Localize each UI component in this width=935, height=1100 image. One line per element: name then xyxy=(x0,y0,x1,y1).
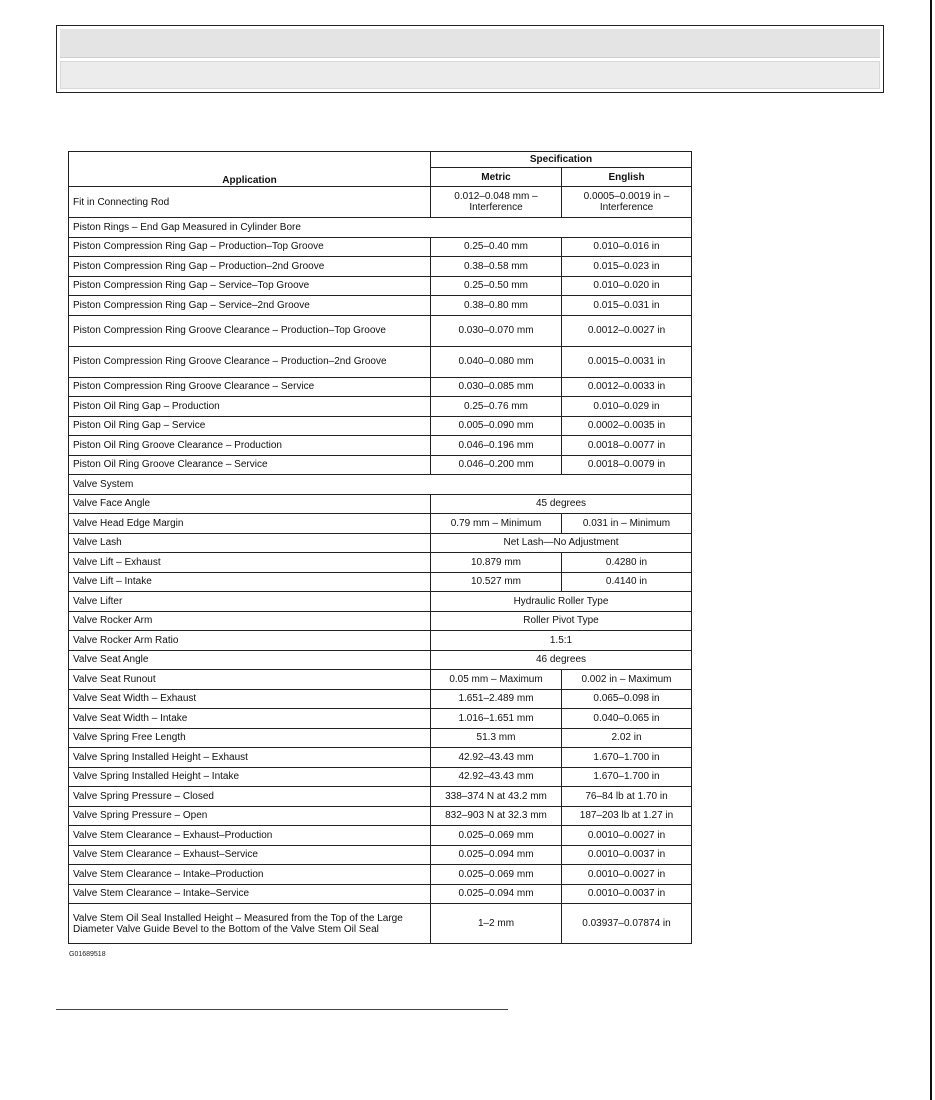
english-cell: 0.002 in – Maximum xyxy=(562,670,692,690)
metric-cell: 0.046–0.196 mm xyxy=(431,436,562,456)
metric-cell: 0.025–0.094 mm xyxy=(431,884,562,904)
english-cell: 0.4140 in xyxy=(562,572,692,592)
metric-cell: 0.046–0.200 mm xyxy=(431,455,562,475)
english-cell: 0.015–0.031 in xyxy=(562,296,692,316)
english-cell: 76–84 lb at 1.70 in xyxy=(562,787,692,807)
metric-cell: 1–2 mm xyxy=(431,904,562,944)
table-row xyxy=(69,884,692,904)
application-cell: Valve Rocker Arm Ratio xyxy=(69,631,431,651)
table-row xyxy=(69,514,692,534)
application-cell: Valve Stem Oil Seal Installed Height – Measured from the Top of the Large Diameter Valve Guide Bevel to the Bottom of the Valve Stem Oil Seal xyxy=(69,904,431,944)
english-cell: 0.03937–0.07874 in xyxy=(562,904,692,944)
section-heading: Piston Rings – End Gap Measured in Cylinder Bore xyxy=(69,218,692,238)
document-header xyxy=(56,25,884,93)
application-cell: Valve Spring Installed Height – Intake xyxy=(69,767,431,787)
english-cell: 0.015–0.023 in xyxy=(562,257,692,277)
english-cell: 0.0018–0.0079 in xyxy=(562,455,692,475)
application-cell: Valve Head Edge Margin xyxy=(69,514,431,534)
metric-cell: 1.651–2.489 mm xyxy=(431,689,562,709)
english-cell: 0.0005–0.0019 in – Interference xyxy=(562,187,692,218)
english-cell: 2.02 in xyxy=(562,728,692,748)
english-cell: 0.031 in – Minimum xyxy=(562,514,692,534)
table-row xyxy=(69,728,692,748)
application-cell: Valve Seat Width – Intake xyxy=(69,709,431,729)
specification-table xyxy=(68,151,692,944)
application-cell: Piston Oil Ring Groove Clearance – Service xyxy=(69,455,431,475)
english-cell: 0.065–0.098 in xyxy=(562,689,692,709)
application-cell: Piston Compression Ring Gap – Service–2nd Groove xyxy=(69,296,431,316)
english-cell: 187–203 lb at 1.27 in xyxy=(562,806,692,826)
application-cell: Valve Seat Width – Exhaust xyxy=(69,689,431,709)
metric-cell: 0.25–0.40 mm xyxy=(431,237,562,257)
english-cell: 0.010–0.016 in xyxy=(562,237,692,257)
specification-column-header: Specification xyxy=(431,152,692,168)
application-cell: Fit in Connecting Rod xyxy=(69,187,431,218)
application-cell: Valve Stem Clearance – Exhaust–Service xyxy=(69,845,431,865)
application-cell: Valve Stem Clearance – Intake–Service xyxy=(69,884,431,904)
metric-cell: 10.527 mm xyxy=(431,572,562,592)
table-row xyxy=(69,296,692,316)
metric-cell: 0.05 mm – Maximum xyxy=(431,670,562,690)
english-cell: 0.0010–0.0037 in xyxy=(562,884,692,904)
table-row xyxy=(69,346,692,377)
application-cell: Valve Lifter xyxy=(69,592,431,612)
section-heading: Valve System xyxy=(69,475,692,495)
application-cell: Valve Lift – Exhaust xyxy=(69,553,431,573)
table-row xyxy=(69,416,692,436)
application-cell: Piston Compression Ring Groove Clearance – Production–2nd Groove xyxy=(69,346,431,377)
metric-cell: 51.3 mm xyxy=(431,728,562,748)
table-row xyxy=(69,436,692,456)
application-cell: Valve Lash xyxy=(69,533,431,553)
english-column-header: English xyxy=(562,168,692,187)
table-section-row xyxy=(69,218,692,238)
application-cell: Piston Compression Ring Gap – Service–Top Groove xyxy=(69,276,431,296)
metric-cell: 0.25–0.76 mm xyxy=(431,397,562,417)
english-cell: 0.0002–0.0035 in xyxy=(562,416,692,436)
application-cell: Piston Compression Ring Gap – Production–2nd Groove xyxy=(69,257,431,277)
english-cell: 0.010–0.020 in xyxy=(562,276,692,296)
english-cell: 0.0010–0.0037 in xyxy=(562,845,692,865)
metric-cell: 0.005–0.090 mm xyxy=(431,416,562,436)
application-cell: Piston Compression Ring Groove Clearance – Service xyxy=(69,377,431,397)
table-row xyxy=(69,315,692,346)
metric-column-header: Metric xyxy=(431,168,562,187)
specification-cell: Net Lash—No Adjustment xyxy=(431,533,692,553)
header-subtitle-bar xyxy=(60,61,880,89)
table-row xyxy=(69,670,692,690)
footer-divider xyxy=(56,1009,508,1010)
metric-cell: 0.25–0.50 mm xyxy=(431,276,562,296)
application-cell: Valve Seat Angle xyxy=(69,650,431,670)
english-cell: 0.0010–0.0027 in xyxy=(562,826,692,846)
table-row xyxy=(69,767,692,787)
metric-cell: 0.38–0.80 mm xyxy=(431,296,562,316)
metric-cell: 0.025–0.069 mm xyxy=(431,865,562,885)
table-row xyxy=(69,553,692,573)
application-cell: Valve Face Angle xyxy=(69,494,431,514)
metric-cell: 0.025–0.069 mm xyxy=(431,826,562,846)
table-row xyxy=(69,276,692,296)
table-row xyxy=(69,494,692,514)
english-cell: 0.010–0.029 in xyxy=(562,397,692,417)
table-section-row xyxy=(69,475,692,495)
specification-cell: 46 degrees xyxy=(431,650,692,670)
application-cell: Valve Spring Installed Height – Exhaust xyxy=(69,748,431,768)
english-cell: 0.040–0.065 in xyxy=(562,709,692,729)
table-row xyxy=(69,187,692,218)
application-cell: Valve Seat Runout xyxy=(69,670,431,690)
specification-cell: 45 degrees xyxy=(431,494,692,514)
application-cell: Valve Spring Pressure – Closed xyxy=(69,787,431,807)
table-row xyxy=(69,806,692,826)
table-row xyxy=(69,631,692,651)
english-cell: 0.0012–0.0027 in xyxy=(562,315,692,346)
metric-cell: 832–903 N at 32.3 mm xyxy=(431,806,562,826)
metric-cell: 0.030–0.085 mm xyxy=(431,377,562,397)
table-row xyxy=(69,709,692,729)
table-row xyxy=(69,748,692,768)
specification-cell: 1.5:1 xyxy=(431,631,692,651)
table-row xyxy=(69,845,692,865)
metric-cell: 0.030–0.070 mm xyxy=(431,315,562,346)
table-row xyxy=(69,611,692,631)
table-row xyxy=(69,592,692,612)
table-row xyxy=(69,257,692,277)
table-row xyxy=(69,377,692,397)
metric-cell: 42.92–43.43 mm xyxy=(431,748,562,768)
application-cell: Valve Stem Clearance – Exhaust–Production xyxy=(69,826,431,846)
table-row xyxy=(69,455,692,475)
metric-cell: 0.025–0.094 mm xyxy=(431,845,562,865)
table-row xyxy=(69,787,692,807)
english-cell: 0.0010–0.0027 in xyxy=(562,865,692,885)
table-row xyxy=(69,533,692,553)
application-cell: Valve Stem Clearance – Intake–Production xyxy=(69,865,431,885)
metric-cell: 0.79 mm – Minimum xyxy=(431,514,562,534)
english-cell: 0.0018–0.0077 in xyxy=(562,436,692,456)
metric-cell: 0.040–0.080 mm xyxy=(431,346,562,377)
metric-cell: 42.92–43.43 mm xyxy=(431,767,562,787)
application-cell: Piston Oil Ring Gap – Production xyxy=(69,397,431,417)
application-cell: Valve Lift – Intake xyxy=(69,572,431,592)
table-row xyxy=(69,397,692,417)
application-cell: Piston Compression Ring Groove Clearance – Production–Top Groove xyxy=(69,315,431,346)
specification-cell: Roller Pivot Type xyxy=(431,611,692,631)
page-edge-line xyxy=(930,0,932,1100)
application-cell: Valve Spring Free Length xyxy=(69,728,431,748)
application-cell: Valve Spring Pressure – Open xyxy=(69,806,431,826)
table-row xyxy=(69,650,692,670)
specification-table-body xyxy=(69,187,692,944)
specification-cell: Hydraulic Roller Type xyxy=(431,592,692,612)
english-cell: 1.670–1.700 in xyxy=(562,748,692,768)
table-row xyxy=(69,572,692,592)
application-column-header: Application xyxy=(69,152,431,187)
metric-cell: 338–374 N at 43.2 mm xyxy=(431,787,562,807)
english-cell: 1.670–1.700 in xyxy=(562,767,692,787)
figure-label: G01689518 xyxy=(69,951,106,958)
english-cell: 0.0012–0.0033 in xyxy=(562,377,692,397)
application-cell: Piston Compression Ring Gap – Production–Top Groove xyxy=(69,237,431,257)
application-cell: Piston Oil Ring Groove Clearance – Production xyxy=(69,436,431,456)
metric-cell: 0.38–0.58 mm xyxy=(431,257,562,277)
english-cell: 0.0015–0.0031 in xyxy=(562,346,692,377)
metric-cell: 0.012–0.048 mm – Interference xyxy=(431,187,562,218)
metric-cell: 10.879 mm xyxy=(431,553,562,573)
application-cell: Valve Rocker Arm xyxy=(69,611,431,631)
table-row xyxy=(69,237,692,257)
table-row xyxy=(69,826,692,846)
table-row xyxy=(69,689,692,709)
metric-cell: 1.016–1.651 mm xyxy=(431,709,562,729)
table-row xyxy=(69,865,692,885)
application-cell: Piston Oil Ring Gap – Service xyxy=(69,416,431,436)
table-row xyxy=(69,904,692,944)
header-title-bar xyxy=(60,29,880,58)
english-cell: 0.4280 in xyxy=(562,553,692,573)
